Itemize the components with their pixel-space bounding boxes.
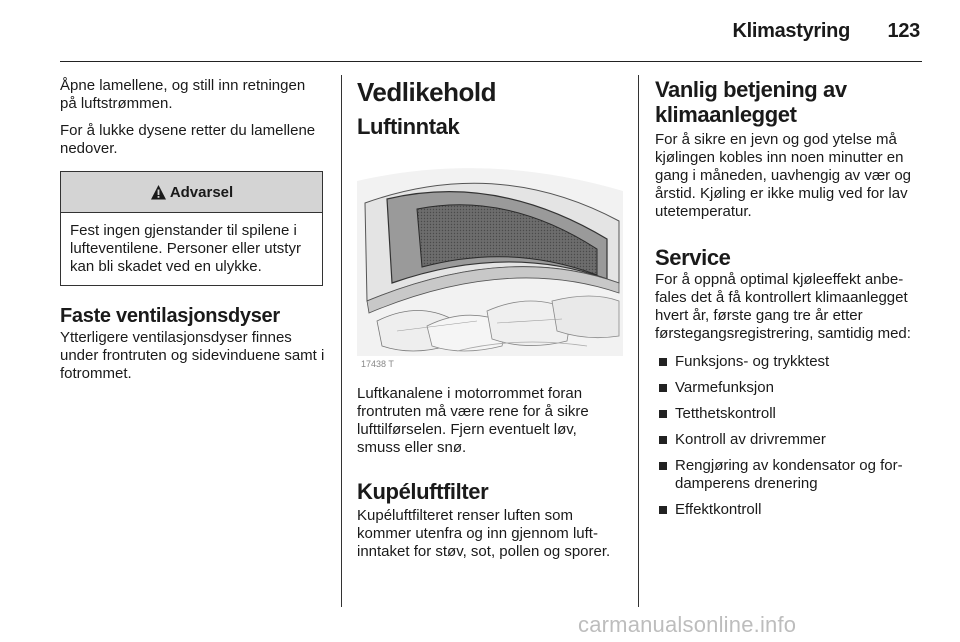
section-heading: Faste ventilasjonsdyser	[60, 305, 280, 327]
paragraph: Luftkanalene i motorrommet foran frontruten må være rene for å sikre lufttilførselen. Fjern eventuelt løv, smuss eller snø.	[357, 385, 589, 456]
bullet-square-icon	[659, 410, 667, 418]
paragraph: For å sikre en jevn og god ytelse må kjølingen kobles inn noen minutter en gang i måneden, uavhengig av vær og årstid. Kjøling er ikke mulig ved for lav utetemperatur.	[655, 131, 912, 220]
warning-header	[61, 172, 322, 213]
warning-box	[60, 171, 323, 286]
column-divider-1	[341, 75, 342, 607]
bullet-square-icon	[659, 384, 667, 392]
paragraph: Åpne lamellene, og still inn retningen på luftstrømmen.	[60, 77, 306, 112]
column-divider-2	[638, 75, 639, 607]
list-item: Tetthetskontroll	[655, 405, 923, 423]
figure-number: 17438 T	[361, 359, 394, 369]
list-item: Funksjons- og trykktest	[655, 353, 923, 371]
air-intake-illustration	[357, 151, 623, 371]
section-heading: Vanlig betjening av klimaanlegget	[655, 77, 847, 127]
bullet-square-icon	[659, 462, 667, 470]
section-heading: Kupéluftfilter	[357, 479, 489, 504]
list-item: Rengjøring av kondensator og fordamperens drenering	[655, 457, 923, 493]
section-text: Ytterligere ventilasjonsdyser finnes under frontruten og sidevinduene samt i fotrommet.	[60, 329, 325, 382]
section-text: For å oppnå optimal kjøleeffekt anbefales det å få kontrollert klimaanlegget hvert år, første gang tre år etter førstegangsregistrering, samtidig med:	[655, 271, 911, 342]
page-number: 123	[887, 20, 920, 42]
header-divider	[60, 61, 922, 62]
column-middle	[357, 77, 623, 561]
bullet-square-icon	[659, 436, 667, 444]
service-checklist	[655, 353, 923, 519]
section-heading: Luftinntak	[357, 114, 460, 139]
chapter-heading: Vedlikehold	[357, 77, 496, 107]
warning-title: Advarsel	[169, 183, 234, 201]
list-item: Effektkontroll	[655, 501, 923, 519]
watermark: carmanualsonline.info	[578, 612, 797, 637]
page-header-title: Klimastyring	[732, 20, 850, 42]
list-item: Kontroll av drivremmer	[655, 431, 923, 449]
section-heading: Service	[655, 245, 731, 270]
column-right	[655, 77, 923, 527]
bullet-square-icon	[659, 506, 667, 514]
paragraph: For å lukke dysene retter du lamellene nedover.	[60, 122, 316, 157]
bullet-square-icon	[659, 358, 667, 366]
list-item: Varmefunksjon	[655, 379, 923, 397]
section-text: Kupéluftfilteret renser luften som kommer utenfra og inn gjennom luftinntaket for støv, sot, pollen og sporer.	[357, 507, 611, 560]
column-left	[60, 77, 325, 383]
warning-text: Fest ingen gjenstander til spilene i lufteventilene. Personer eller utstyr kan bli skadet ved en ulykke.	[70, 222, 301, 275]
warning-triangle-icon	[150, 184, 167, 201]
